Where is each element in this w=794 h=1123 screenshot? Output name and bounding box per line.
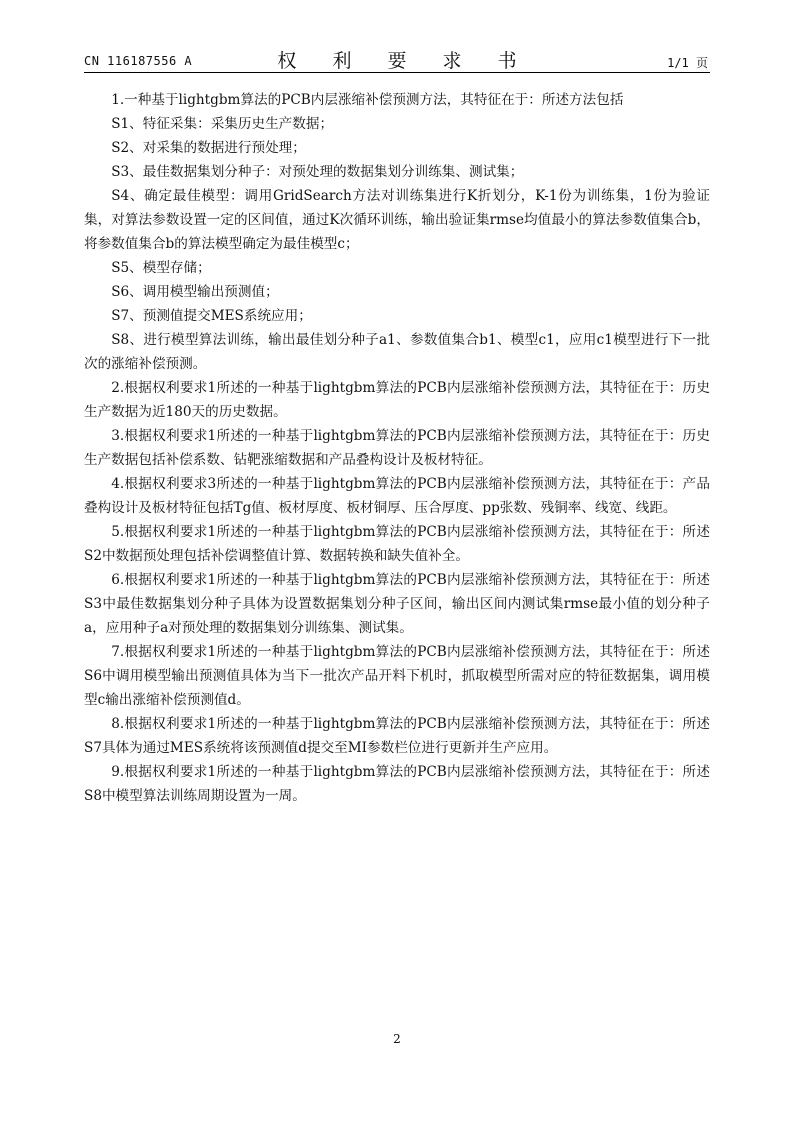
claim-2: 2.根据权利要求1所述的一种基于lightgbm算法的PCB内层涨缩补偿预测方法，其特征在于：历史生产数据为近180天的历史数据。 bbox=[84, 380, 710, 420]
claim-1-step-s2: S2、对采集的数据进行预处理； bbox=[111, 140, 306, 156]
claim-1-step-s7: S7、预测值提交MES系统应用； bbox=[111, 308, 312, 324]
claim-1-intro: 1.一种基于lightgbm算法的PCB内层涨缩补偿预测方法，其特征在于：所述方法包括 bbox=[111, 92, 624, 108]
claim-1-step-s6: S6、调用模型输出预测值； bbox=[111, 284, 279, 300]
claim-1-step-s5: S5、模型存储； bbox=[111, 260, 211, 276]
claim-1-step-s3: S3、最佳数据集划分种子：对预处理的数据集划分训练集、测试集； bbox=[111, 164, 524, 180]
page-count: 1/1 页 bbox=[667, 56, 708, 70]
claim-5: 5.根据权利要求1所述的一种基于lightgbm算法的PCB内层涨缩补偿预测方法，其特征在于：所述S2中数据预处理包括补偿调整值计算、数据转换和缺失值补全。 bbox=[84, 524, 710, 564]
document-title: 权 利 要 求 书 bbox=[277, 50, 532, 72]
page-number: 2 bbox=[393, 1032, 401, 1046]
claim-6: 6.根据权利要求1所述的一种基于lightgbm算法的PCB内层涨缩补偿预测方法，其特征在于：所述S3中最佳数据集划分种子具体为设置数据集划分种子区间，输出区间内测试集rmse最小值的划分种子a，应用种子a对预处理的数据集划分训练集、测试集。 bbox=[84, 572, 710, 636]
claim-1-step-s8: S8、进行模型算法训练，输出最佳划分种子a1、参数值集合b1、模型c1，应用c1模型进行下一批次的涨缩补偿预测。 bbox=[84, 332, 710, 372]
claim-8: 8.根据权利要求1所述的一种基于lightgbm算法的PCB内层涨缩补偿预测方法，其特征在于：所述S7具体为通过MES系统将该预测值d提交至MI参数栏位进行更新并生产应用。 bbox=[84, 716, 710, 756]
claim-3: 3.根据权利要求1所述的一种基于lightgbm算法的PCB内层涨缩补偿预测方法，其特征在于：历史生产数据包括补偿系数、钻靶涨缩数据和产品叠构设计及板材特征。 bbox=[84, 428, 710, 468]
claim-1-step-s4: S4、确定最佳模型：调用GridSearch方法对训练集进行K折划分，K-1份为训练集，1份为验证集，对算法参数设置一定的区间值，通过K次循环训练，输出验证集rmse均值最小的算法参数值集合b，将参数值集合b的算法模型确定为最佳模型c； bbox=[84, 188, 710, 252]
claim-4: 4.根据权利要求3所述的一种基于lightgbm算法的PCB内层涨缩补偿预测方法，其特征在于：产品叠构设计及板材特征包括Tg值、板材厚度、板材铜厚、压合厚度、pp张数、残铜率、线宽、线距。 bbox=[84, 476, 710, 516]
page-header bbox=[84, 44, 710, 72]
publication-number: CN 116187556 A bbox=[84, 54, 193, 68]
claim-9: 9.根据权利要求1所述的一种基于lightgbm算法的PCB内层涨缩补偿预测方法，其特征在于：所述S8中模型算法训练周期设置为一周。 bbox=[84, 764, 710, 804]
claim-7: 7.根据权利要求1所述的一种基于lightgbm算法的PCB内层涨缩补偿预测方法，其特征在于：所述S6中调用模型输出预测值具体为当下一批次产品开料下机时，抓取模型所需对应的特征数据集，调用模型c输出涨缩补偿预测值d。 bbox=[84, 644, 710, 708]
header-rule bbox=[84, 72, 710, 73]
claim-1-step-s1: S1、特征采集：采集历史生产数据； bbox=[111, 116, 334, 132]
claims-body bbox=[84, 88, 710, 808]
